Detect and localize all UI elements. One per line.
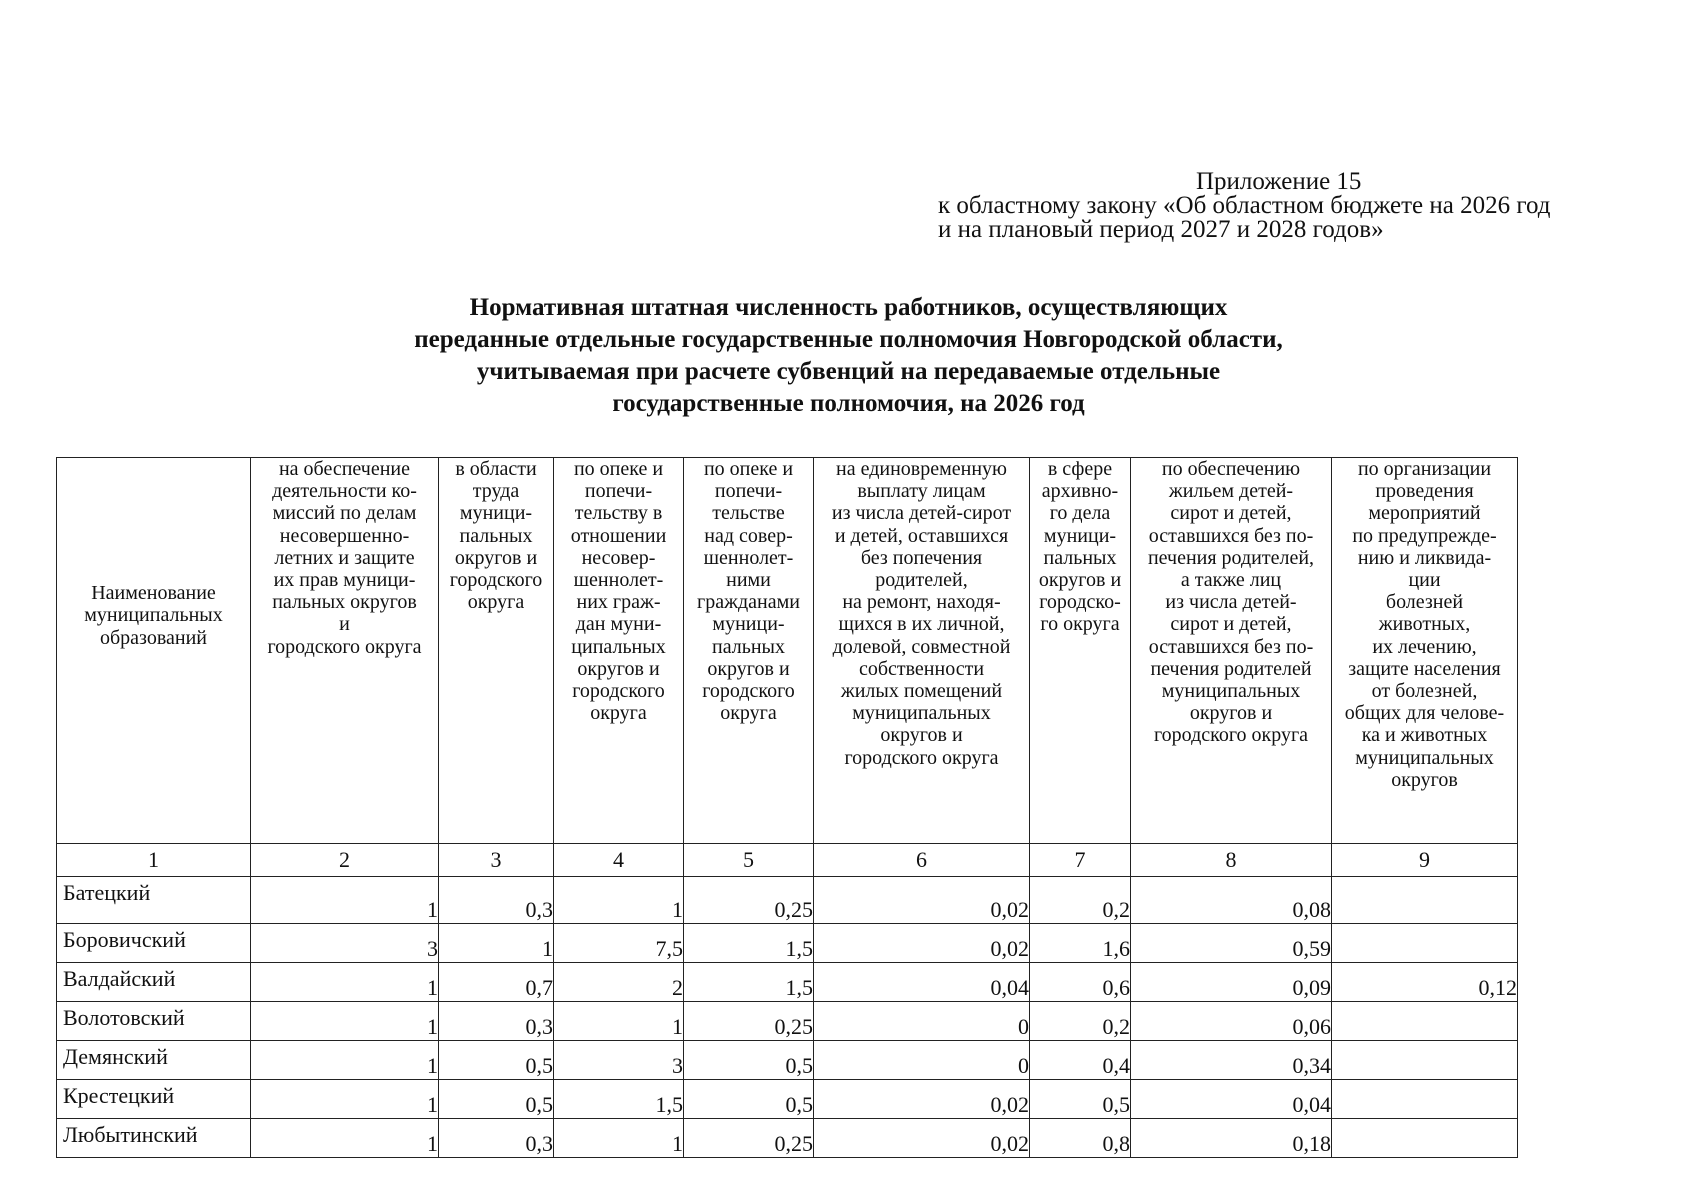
table-cell: 0,3 [439,1002,554,1041]
table-row [57,1119,1518,1158]
table-cell: 1 [554,877,684,924]
table-row [57,924,1518,963]
table-cell: 0,5 [439,1080,554,1119]
table-cell [1332,1080,1518,1119]
appendix-note [938,170,1551,242]
table-cell: 0,5 [684,1080,814,1119]
table-cell: 2 [554,963,684,1002]
table-cell [1332,1119,1518,1158]
header-labor: в области труда муници- пальных округов и городского округа [449,458,543,614]
table-cell [1332,1002,1518,1041]
table-row [57,1002,1518,1041]
table-row [57,877,1518,924]
header-municipality: Наименование муниципальных образований [84,582,223,649]
column-number: 9 [1332,844,1518,877]
title-line-2: переданные отдельные государственные полномочия Новгородской области, [414,326,1283,353]
table-cell: 0,08 [1131,877,1332,924]
table-cell: 0,06 [1131,1002,1332,1041]
header-orphans-housing: по обеспечению жильем детей- сирот и детей, оставшихся без по- печения родителей, а также лиц из числа детей- сирот и детей, оставшихся без по- печения родителей муниципальных округов и городского округа [1147,458,1315,747]
table-cell: 1 [251,1119,439,1158]
table-cell: 1 [554,1119,684,1158]
table-row [57,1041,1518,1080]
table-cell: 1,6 [1030,924,1131,963]
table-cell: 0,3 [439,877,554,924]
table-cell: 0,7 [439,963,554,1002]
title-line-1: Нормативная штатная численность работников, осуществляющих [469,294,1228,321]
municipality-name: Боровичский [57,924,251,963]
header-cell [439,458,554,844]
table-cell: 0,4 [1030,1041,1131,1080]
column-number: 5 [684,844,814,877]
column-number: 7 [1030,844,1131,877]
header-juvenile-commissions: на обеспечение деятельности ко- миссий по делам несовершенно- летних и защите их прав муници- пальных округов и городского округа [267,458,422,658]
table-row [57,1080,1518,1119]
table-cell: 0,04 [814,963,1030,1002]
table-cell: 1 [251,877,439,924]
column-number-row [57,844,1518,877]
header-cell [1030,458,1131,844]
column-number: 2 [251,844,439,877]
table-cell: 0,5 [439,1041,554,1080]
title-line-3: учитываемая при расчете субвенций на передаваемые отдельные [476,358,1221,385]
table-cell: 0,18 [1131,1119,1332,1158]
table-cell: 0,02 [814,924,1030,963]
table-cell: 0,25 [684,1119,814,1158]
table-cell [1332,877,1518,924]
table-cell: 1,5 [554,1080,684,1119]
title-line-4: государственные полномочия, на 2026 год [612,390,1085,417]
header-guardianship-minors: по опеке и попечи- тельству в отношении несовер- шеннолет- них граж- дан муни- ципальных округов и городского округа [570,458,667,725]
table-cell: 0,34 [1131,1041,1332,1080]
header-cell [251,458,439,844]
document-title [0,292,1697,420]
header-cell [814,458,1030,844]
table-cell: 0 [814,1041,1030,1080]
table-cell: 3 [554,1041,684,1080]
table-cell: 0,09 [1131,963,1332,1002]
header-orphans-repair-payment: на единовременную выплату лицам из числа детей-сирот и детей, оставшихся без попечения родителей, на ремонт, находя- щихся в их личной, долевой, совместной собственности жилых помещений муниципальных округов и городского округа [831,458,1012,769]
table-cell: 0,2 [1030,877,1131,924]
appendix-number: Приложение 15 [1196,168,1362,195]
table-cell: 3 [251,924,439,963]
appendix-law-reference: к областному закону «Об областном бюджете на 2026 год [938,192,1551,219]
header-cell [684,458,814,844]
header-guardianship-adults: по опеке и попечи- тельстве над совер- шеннолет- ними гражданами муници- пальных округов и городского округа [697,458,800,725]
table-cell: 0,25 [684,1002,814,1041]
table-cell: 0,02 [814,877,1030,924]
header-cell [554,458,684,844]
municipality-name: Демянский [57,1041,251,1080]
table-cell [1332,1041,1518,1080]
table-cell: 0,02 [814,1080,1030,1119]
column-number: 8 [1131,844,1332,877]
municipality-name: Волотовский [57,1002,251,1041]
municipality-name: Любытинский [57,1119,251,1158]
table-cell: 0,3 [439,1119,554,1158]
table-cell: 1 [439,924,554,963]
table-cell: 0,59 [1131,924,1332,963]
table-cell: 0,04 [1131,1080,1332,1119]
column-number: 6 [814,844,1030,877]
header-archives: в сфере архивно- го дела муници- пальных округов и городско- го округа [1038,458,1122,636]
table-cell: 0,02 [814,1119,1030,1158]
column-number: 1 [57,844,251,877]
table-cell: 0,12 [1332,963,1518,1002]
table-cell: 0,25 [684,877,814,924]
table-cell: 0,5 [1030,1080,1131,1119]
header-cell [1332,458,1518,844]
appendix-period: и на плановый период 2027 и 2028 годов» [938,216,1384,243]
header-row [57,458,1518,844]
table-cell: 1 [251,1002,439,1041]
table-cell: 1,5 [684,924,814,963]
column-number: 4 [554,844,684,877]
table-cell: 7,5 [554,924,684,963]
table-cell [1332,924,1518,963]
table-cell: 0,2 [1030,1002,1131,1041]
municipality-name: Батецкий [57,877,251,924]
municipality-name: Валдайский [57,963,251,1002]
municipality-name: Крестецкий [57,1080,251,1119]
header-cell [1131,458,1332,844]
table-cell: 0 [814,1002,1030,1041]
column-number: 3 [439,844,554,877]
table-cell: 0,8 [1030,1119,1131,1158]
table-cell: 1 [251,963,439,1002]
table-cell: 0,6 [1030,963,1131,1002]
staffing-table [56,457,1518,1158]
table-cell: 1 [251,1080,439,1119]
header-animal-diseases: по организации проведения мероприятий по предупрежде- нию и ликвида- ции болезней животных, их лечению, защите населения от болезней, общих для челове- ка и животных муниципальных округов [1344,458,1505,791]
table-cell: 1 [554,1002,684,1041]
table-cell: 1 [251,1041,439,1080]
table-cell: 0,5 [684,1041,814,1080]
header-cell [57,458,251,844]
table-cell: 1,5 [684,963,814,1002]
table-row [57,963,1518,1002]
